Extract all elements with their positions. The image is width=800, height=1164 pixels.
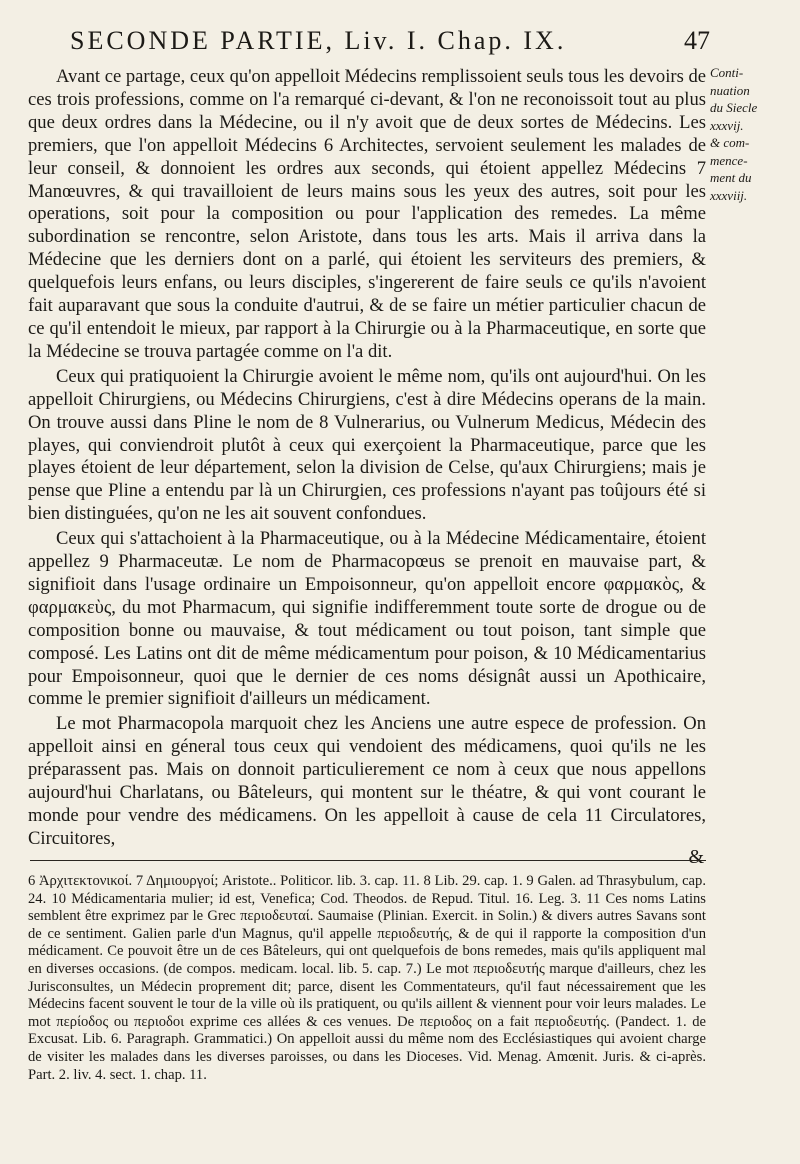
running-head — [70, 26, 710, 62]
paragraph-1: Avant ce partage, ceux qu'on appelloit Médecins remplissoient seuls tous les devoirs de ces trois professions, comme on l'a remarqué ci-devant, & l'on ne reconoissoit tout au plus que deux ordres dans la Médecine, ou il n'y avoit que de deux sortes de Médecins. Les premiers, que l'on appelloit Médecins 6 Architectes, servoient seulement les malades de leur conseil, & donnoient les ordres aux seconds, qui étoient appellez Médecins 7 Manœuvres, & qui travailloient de leurs mains sous les yeux des autres, soit pour les operations, soit pour la composition ou pour l'application des remedes. La même subordination se rencontre, selon Aristote, dans tous les arts. Mais il arriva dans la Médecine que les derniers dont on a parlé, qui étoient les serviteurs des premiers, & quelquefois leurs enfans, ou leurs disciples, s'ingererent de faire seuls ce qu'ils n'avoient fait auparavant que sous la conduite d'autrui, & de se faire un métier particulier chacun de ce qu'il entendoit le mieux, par rapport à la Chirurgie ou à la Pharmaceutique, en sorte que la Médecine se trouva partagée comme on l'a dit. — [28, 66, 706, 362]
paragraph-3: Ceux qui s'attachoient à la Pharmaceutique, ou à la Médecine Médicamentaire, étoient appellez 9 Pharmaceutæ. Le nom de Pharmacopœus se prenoit en mauvaise part, & signifioit dans l'usage ordinaire un Empoisonneur, qu'on appelloit encore φαρμακὸς, & φαρμακεὺς, du mot Pharmacum, qui signifie indifferemment toute sorte de drogue ou de composition bonne ou mauvaise, & tout médicament ou tout poison, tant simple que composé. Les Latins ont dit de même médicamentum pour poison, & 10 Médicamentarius pour Empoisonneur, quoi que le dernier de ces noms désignât aussi un Apothicaire, comme le premier signifioit d'ailleurs un médicament. — [28, 528, 706, 710]
footnotes — [28, 873, 706, 1084]
margin-note-line: ment du — [710, 170, 752, 185]
main-text — [28, 66, 706, 851]
margin-note-line: xxxvij. — [710, 117, 744, 133]
margin-note — [710, 64, 788, 204]
paragraph-4: Le mot Pharmacopola marquoit chez les Anciens une autre espece de profession. On appelloit ainsi en géneral tous ceux qui vendoient des médicamens, quoi qu'ils ne les préparassent pas. Mais on donnoit particulierement ce nom à ceux que nous appellons aujourd'hui Charlatans, ou Bâteleurs, qui montent sur le théatre, & qui vont courant le monde pour vendre des médicamens. On les appelloit à cause de cela 11 Circulatores, Circuitores, — [28, 713, 706, 849]
margin-note-line: nuation — [710, 82, 750, 98]
margin-note-line: du Siecle — [710, 100, 758, 115]
margin-note-line: Conti- — [710, 65, 744, 80]
footnote-text: 6 Ἀρχιτεκτονικοί. 7 Δημιουργοί; Aristote.. Politicor. lib. 3. cap. 11. 8 Lib. 29. cap. 1. 9 Galen. ad Thrasybulum, cap. 24. 10 Médicamentaria mulier; id est, Venefica; Cod. Theodos. de Repud. Titul. 16. Leg. 3. 11 Ces noms Latins semblent être exprimez par le Grec περιοδευταί. Saumaise (Plinian. Exercit. in Solin.) & divers autres Savans sont de ce sentiment. Galien parle d'un Magnus, qu'il appelle περιοδευτής, & de qui il rapporte la composition d'un médicament. Ce pouvoit être un de ces Bâteleurs, qui ont quelquefois de bons remedes, mais qu'ils appliquent mal en diverses occasions. (de compos. medicam. local. lib. 5. cap. 7.) Le mot περιοδευτής marque d'ailleurs, chez les Jurisconsultes, un Médecin proprement dit; parce, disent les Commentateurs, qu'il faut nécessairement que les Médecins facent souvent le tour de la ville où ils pratiquent, ou qu'ils aillent & viennent pour voir leurs malades. Le mot περίοδος ou περιοδοι exprime ces allées & ces venues. De περιοδος on a fait περιοδευτής. (Pandect. 1. de Excusat. Lib. 6. Paragraph. Grammatici.) On appelloit aussi du même nom des Ecclésiastiques qui avoient charge de visiter les malades dans les diverses paroisses, ou dans les Dioceses. Vid. Menag. Amœnit. Juris. & ci-après. Part. 2. liv. 4. sect. 1. chap. 11. — [28, 873, 706, 1083]
paragraph-2: Ceux qui pratiquoient la Chirurgie avoient le même nom, qu'ils ont aujourd'hui. On les appelloit Chirurgiens, ou Médecins Chirurgiens, c'est à dire Médecins operans de la main. On trouve aussi dans Pline le nom de 8 Vulnerarius, ou Vulnerum Medicus, Médecin des playes, qui conviendroit plutôt à ceux qui exerçoient la Pharmaceutique, parce que les playes étoient de leur département, selon la division de Celse, qu'aux Chirurgiens; mais je pense que Pline a entendu par là un Chirurgien, ces professions n'ayant pas toûjours été si bien distinguées, qu'on ne les ait souvent confondues. — [28, 365, 706, 525]
margin-note-line: mence- — [710, 152, 748, 168]
margin-note-line: xxxviij. — [710, 187, 748, 203]
catchword: & — [688, 846, 704, 868]
margin-note-line: & com- — [710, 135, 750, 150]
page-number: 47 — [684, 26, 710, 55]
running-title: SECONDE PARTIE, Liv. I. Chap. IX. — [70, 26, 567, 55]
footnote-divider — [30, 860, 706, 861]
